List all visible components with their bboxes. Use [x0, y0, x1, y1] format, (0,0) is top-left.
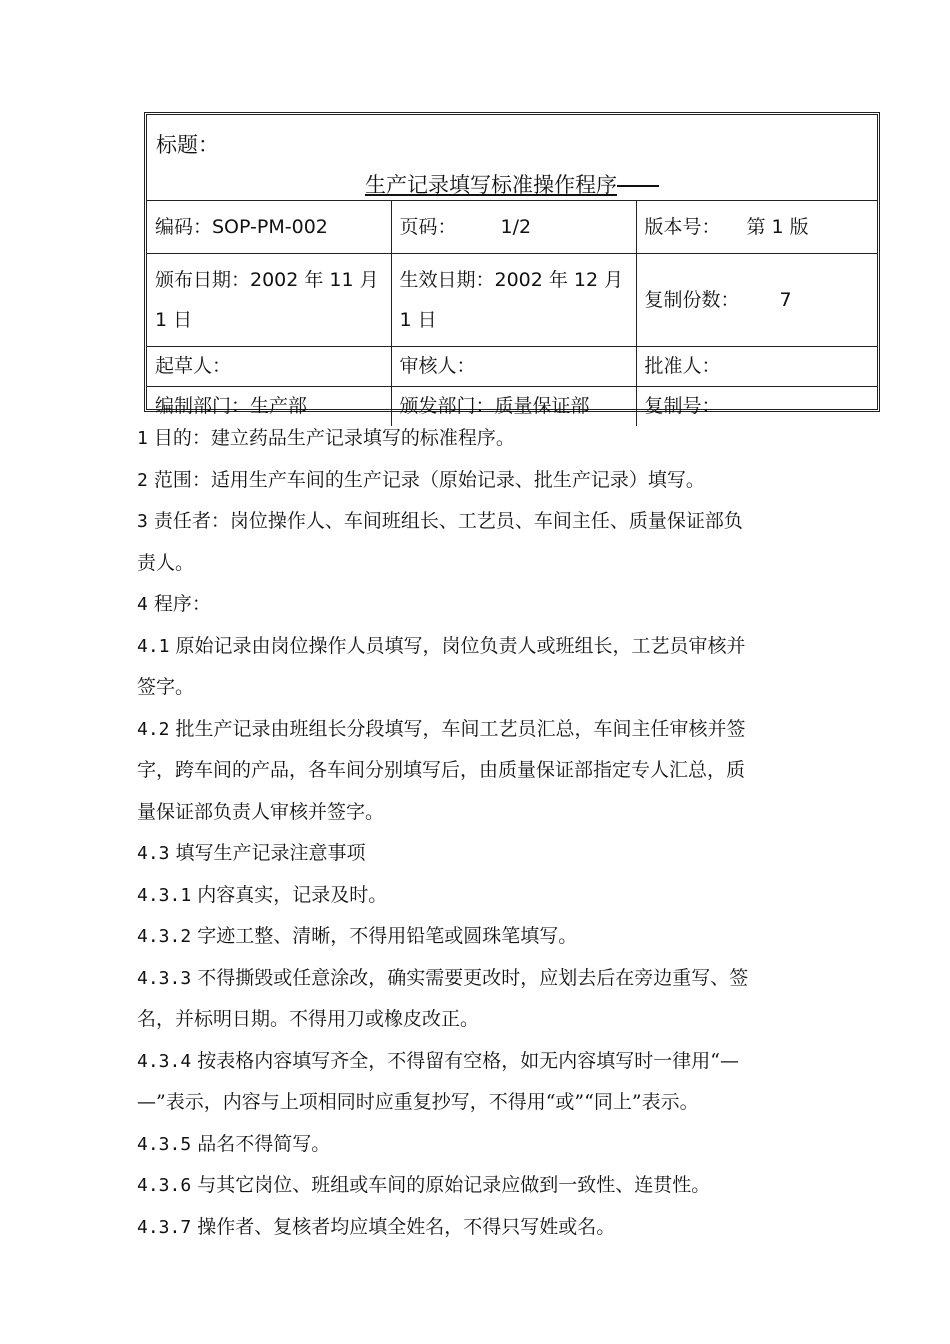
item-text: 目的：建立药品生产记录填写的标准程序。	[147, 427, 515, 449]
item-number: 4.3.2	[137, 926, 192, 947]
body-line	[137, 418, 865, 460]
item-text: 操作者、复核者均应填全姓名，不得只写姓或名。	[191, 1215, 616, 1238]
issue-date-line1: 颁布日期：2002 年 11 月	[155, 269, 379, 291]
item-number: 4.1	[137, 635, 170, 657]
body-line	[137, 750, 865, 792]
document-header	[144, 112, 880, 417]
title-row	[147, 115, 877, 201]
item-text: 不得撕毁或任意涂改，确实需要更改时，应划去后在旁边重写、签	[191, 966, 749, 989]
reviewer-cell: 审核人：	[391, 347, 636, 387]
item-number: 4.3	[137, 843, 170, 864]
effective-date-line2: 1 日	[399, 309, 437, 331]
approver-cell: 批准人：	[636, 347, 877, 387]
item-text: 责人。	[137, 551, 195, 574]
page-value: 1/2	[500, 216, 532, 238]
document-title-text: 生产记录填写标准操作程序	[365, 173, 617, 197]
item-text: 范围：适用生产车间的生产记录（原始记录、批生产记录）填写。	[147, 468, 705, 491]
item-number: 4.3.3	[137, 967, 192, 989]
item-text: 批生产记录由班组长分段填写，车间工艺员汇总，车间主任审核并签	[169, 717, 746, 740]
item-text: 原始记录由岗位操作人员填写，岗位负责人或班组长，工艺员审核并	[169, 634, 746, 657]
issue-date-cell	[147, 254, 391, 347]
body-line	[137, 667, 865, 709]
issue-date-line2: 1 日	[155, 309, 193, 331]
version-value: 第 1 版	[746, 216, 809, 238]
title-strike-mark: ——	[617, 173, 659, 197]
body-line	[137, 916, 865, 958]
item-number: 4	[137, 594, 148, 615]
item-text: 字迹工整、清晰，不得用铅笔或圆珠笔填写。	[191, 925, 578, 947]
body-line	[137, 1041, 865, 1083]
body-line	[137, 460, 865, 502]
copies-value: 7	[779, 289, 792, 311]
item-text: 签字。	[137, 676, 195, 698]
item-number: 4.3.1	[137, 884, 192, 906]
item-number: 2	[137, 469, 148, 491]
meta-row	[147, 347, 877, 387]
item-text: 责任者：岗位操作人、车间班组长、工艺员、车间主任、质量保证部负	[147, 510, 743, 532]
body-line	[137, 1124, 865, 1166]
title-label: 标题：	[156, 133, 219, 157]
body-line	[137, 584, 865, 626]
item-number: 4.3.5	[137, 1133, 192, 1155]
meta-row	[147, 201, 877, 254]
copies-cell	[636, 254, 877, 347]
effective-date-line1: 生效日期：2002 年 12 月	[399, 269, 624, 291]
body-line	[137, 1207, 865, 1249]
copies-label: 复制份数：	[644, 289, 740, 311]
page-cell	[391, 201, 636, 254]
item-text: 按表格内容填写齐全，不得留有空格，如无内容填写时一律用“—	[191, 1049, 739, 1072]
document-title	[147, 169, 877, 199]
item-text: —”表示，内容与上项相同时应重复抄写，不得用“或”“同上”表示。	[137, 1091, 699, 1113]
body-line	[137, 875, 865, 917]
item-text: 内容真实，记录及时。	[191, 883, 388, 906]
body-line	[137, 792, 865, 834]
copy-no-cell: 复制号：	[636, 387, 877, 427]
item-number: 4.3.7	[137, 1216, 192, 1238]
body-line	[137, 958, 865, 1000]
item-number: 3	[137, 511, 148, 532]
body-line	[137, 709, 865, 751]
metadata-table	[147, 201, 877, 426]
item-text: 填写生产记录注意事项	[169, 842, 366, 864]
item-text: 品名不得简写。	[191, 1132, 331, 1155]
version-cell	[636, 201, 877, 254]
body-line	[137, 543, 865, 585]
body-line	[137, 1082, 865, 1124]
version-label: 版本号：	[644, 216, 721, 238]
meta-row	[147, 254, 877, 347]
item-number: 1	[137, 428, 148, 449]
body-line	[137, 1165, 865, 1207]
body-line	[137, 501, 865, 543]
item-text: 字，跨车间的产品，各车间分别填写后，由质量保证部指定专人汇总，质	[137, 759, 746, 781]
page-label: 页码：	[399, 216, 457, 238]
document-body	[137, 418, 865, 1248]
code-cell: 编码：SOP-PM-002	[147, 201, 391, 254]
item-number: 4.2	[137, 718, 170, 740]
item-number: 4.3.6	[137, 1175, 192, 1196]
body-line	[137, 833, 865, 875]
item-text: 量保证部负责人审核并签字。	[137, 800, 385, 823]
item-number: 4.3.4	[137, 1050, 192, 1072]
drafter-cell: 起草人：	[147, 347, 391, 387]
body-line	[137, 626, 865, 668]
issue-dept-cell: 颁发部门：质量保证部	[391, 387, 636, 427]
item-text: 名，并标明日期。不得用刀或橡皮改正。	[137, 1008, 480, 1030]
effective-date-cell	[391, 254, 636, 347]
compile-dept-cell: 编制部门：生产部	[147, 387, 391, 427]
body-line	[137, 999, 865, 1041]
item-text: 与其它岗位、班组或车间的原始记录应做到一致性、连贯性。	[191, 1174, 711, 1196]
item-text: 程序：	[147, 593, 211, 615]
